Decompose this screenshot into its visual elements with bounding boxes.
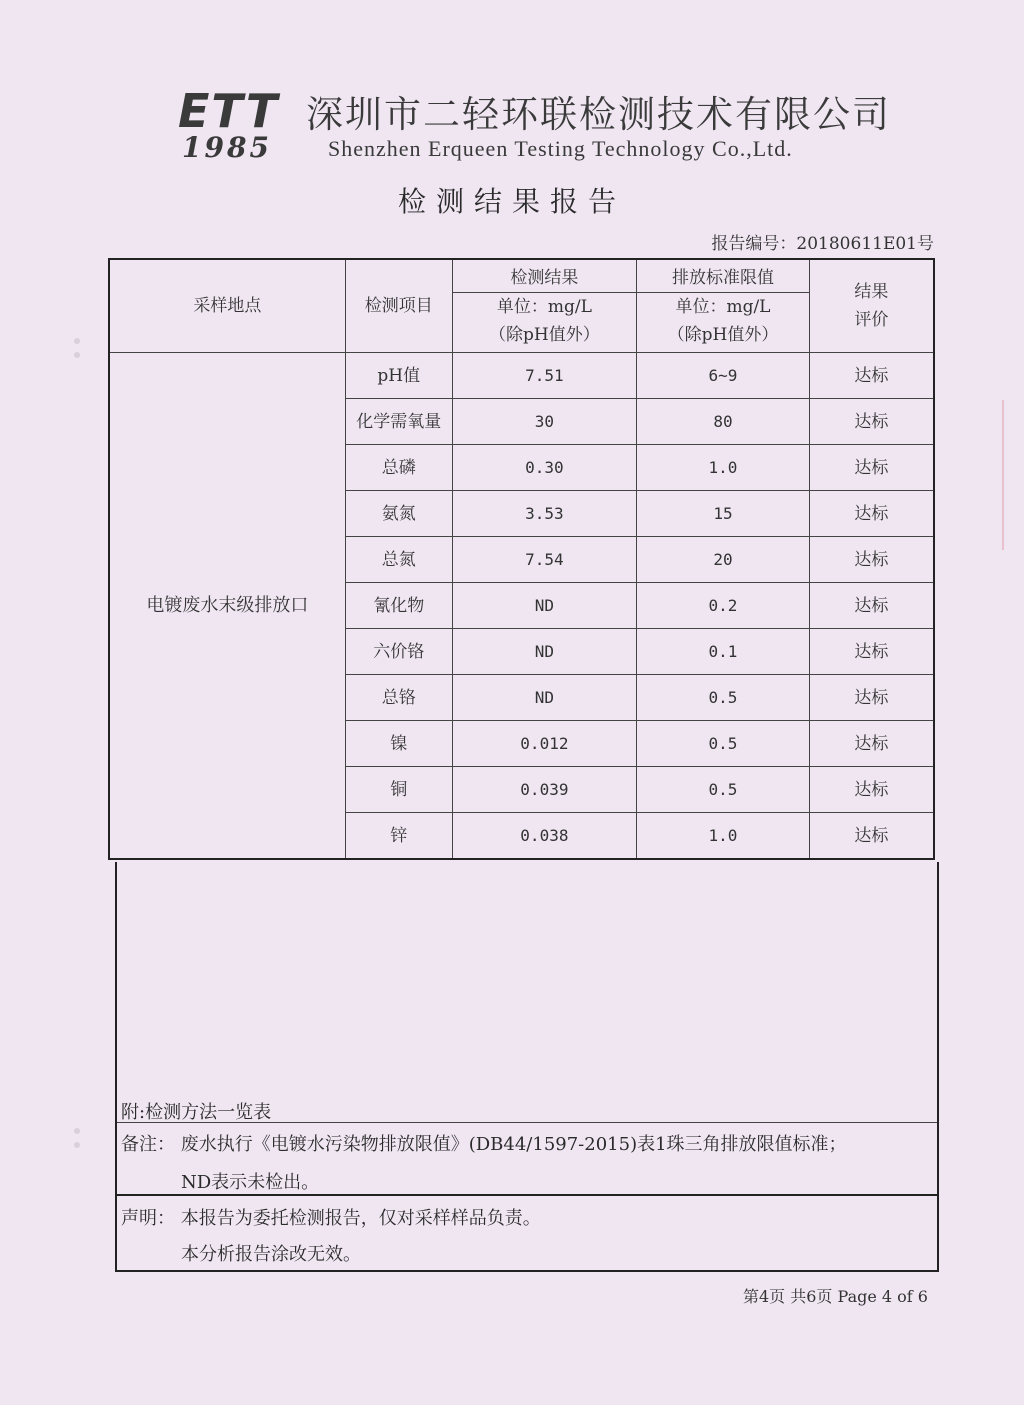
punch-hole bbox=[74, 338, 80, 344]
logo-text: ETT bbox=[178, 84, 280, 138]
header-limit bbox=[637, 259, 810, 353]
result-cell: ND bbox=[452, 675, 637, 721]
remark-line-2: ND表示未检出。 bbox=[181, 1172, 320, 1193]
limit-cell: 6~9 bbox=[637, 353, 810, 399]
company-name-en: Shenzhen Erqueen Testing Technology Co.,Ltd. bbox=[328, 136, 793, 161]
result-cell: 0.30 bbox=[452, 445, 637, 491]
item-cell: pH值 bbox=[345, 353, 452, 399]
remark-line-1: 备注： 废水执行《电镀水污染物排放限值》(DB44/1597-2015)表1珠三角排放限值标准； bbox=[121, 1134, 847, 1155]
header-limit-line: 排放标准限值 bbox=[671, 267, 774, 288]
result-cell: 0.039 bbox=[452, 767, 637, 813]
eval-cell: 达标 bbox=[809, 675, 934, 721]
seal-edge-mark bbox=[1002, 400, 1020, 550]
item-cell: 铜 bbox=[345, 767, 452, 813]
table-row bbox=[109, 353, 934, 399]
report-title: 检测结果报告 bbox=[397, 185, 626, 218]
item-cell: 锌 bbox=[345, 813, 452, 860]
eval-cell: 达标 bbox=[809, 491, 934, 537]
item-cell: 六价铬 bbox=[345, 629, 452, 675]
header-limit-note: （除pH值外） bbox=[667, 324, 779, 345]
item-cell: 氨氮 bbox=[345, 491, 452, 537]
limit-cell: 0.5 bbox=[637, 675, 810, 721]
notes-box bbox=[115, 862, 939, 1272]
company-name-cn: 深圳市二轻环联检测技术有限公司 bbox=[306, 93, 891, 136]
limit-cell: 15 bbox=[637, 491, 810, 537]
punch-hole bbox=[74, 352, 80, 358]
limit-cell: 0.5 bbox=[637, 767, 810, 813]
eval-cell: 达标 bbox=[809, 629, 934, 675]
header-result bbox=[452, 259, 637, 353]
limit-cell: 0.1 bbox=[637, 629, 810, 675]
result-cell: 30 bbox=[452, 399, 637, 445]
declaration-line-2: 本分析报告涂改无效。 bbox=[181, 1244, 361, 1265]
declaration-row bbox=[117, 1194, 937, 1270]
results-table bbox=[108, 258, 935, 860]
result-cell: ND bbox=[452, 583, 637, 629]
header-site: 采样地点 bbox=[109, 259, 345, 353]
header-result-note: （除pH值外） bbox=[489, 324, 600, 345]
header-eval-line1: 结果 bbox=[854, 282, 889, 302]
limit-cell: 1.0 bbox=[637, 445, 810, 491]
header-limit-unit: 单位：mg/L bbox=[637, 292, 809, 321]
header-result-unit: 单位：mg/L bbox=[453, 292, 637, 321]
punch-hole bbox=[74, 1142, 80, 1148]
eval-cell: 达标 bbox=[809, 583, 934, 629]
result-cell: 7.54 bbox=[452, 537, 637, 583]
declaration-line-1: 声明： 本报告为委托检测报告，仅对采样样品负责。 bbox=[121, 1208, 541, 1229]
attachment-row bbox=[117, 1100, 937, 1123]
header-eval bbox=[809, 259, 934, 353]
result-cell: 0.012 bbox=[452, 721, 637, 767]
header-result-line: 检测结果 bbox=[510, 267, 579, 288]
eval-cell: 达标 bbox=[809, 353, 934, 399]
attachment-text: 附:检测方法一览表 bbox=[121, 1102, 272, 1123]
eval-cell: 达标 bbox=[809, 721, 934, 767]
company-logo bbox=[178, 84, 293, 164]
limit-cell: 80 bbox=[637, 399, 810, 445]
item-cell: 总氮 bbox=[345, 537, 452, 583]
eval-cell: 达标 bbox=[809, 767, 934, 813]
limit-cell: 1.0 bbox=[637, 813, 810, 860]
page-number: 第4页 共6页 Page 4 of 6 bbox=[742, 1287, 928, 1306]
report-number: 报告编号：20180611E01号 bbox=[711, 234, 934, 254]
header-item: 检测项目 bbox=[345, 259, 452, 353]
limit-cell: 20 bbox=[637, 537, 810, 583]
result-cell: 0.038 bbox=[452, 813, 637, 860]
limit-cell: 0.5 bbox=[637, 721, 810, 767]
limit-cell: 0.2 bbox=[637, 583, 810, 629]
eval-cell: 达标 bbox=[809, 399, 934, 445]
result-cell: ND bbox=[452, 629, 637, 675]
result-cell: 3.53 bbox=[452, 491, 637, 537]
sampling-site-cell: 电镀废水末级排放口 bbox=[109, 353, 345, 860]
eval-cell: 达标 bbox=[809, 445, 934, 491]
item-cell: 总磷 bbox=[345, 445, 452, 491]
table-header-row bbox=[109, 259, 934, 353]
logo-year: 1985 bbox=[182, 131, 272, 164]
item-cell: 总铬 bbox=[345, 675, 452, 721]
item-cell: 化学需氧量 bbox=[345, 399, 452, 445]
remark-row bbox=[117, 1122, 937, 1196]
result-cell: 7.51 bbox=[452, 353, 637, 399]
header-eval-line2: 评价 bbox=[854, 310, 889, 330]
item-cell: 镍 bbox=[345, 721, 452, 767]
eval-cell: 达标 bbox=[809, 537, 934, 583]
item-cell: 氰化物 bbox=[345, 583, 452, 629]
eval-cell: 达标 bbox=[809, 813, 934, 860]
punch-hole bbox=[74, 1128, 80, 1134]
